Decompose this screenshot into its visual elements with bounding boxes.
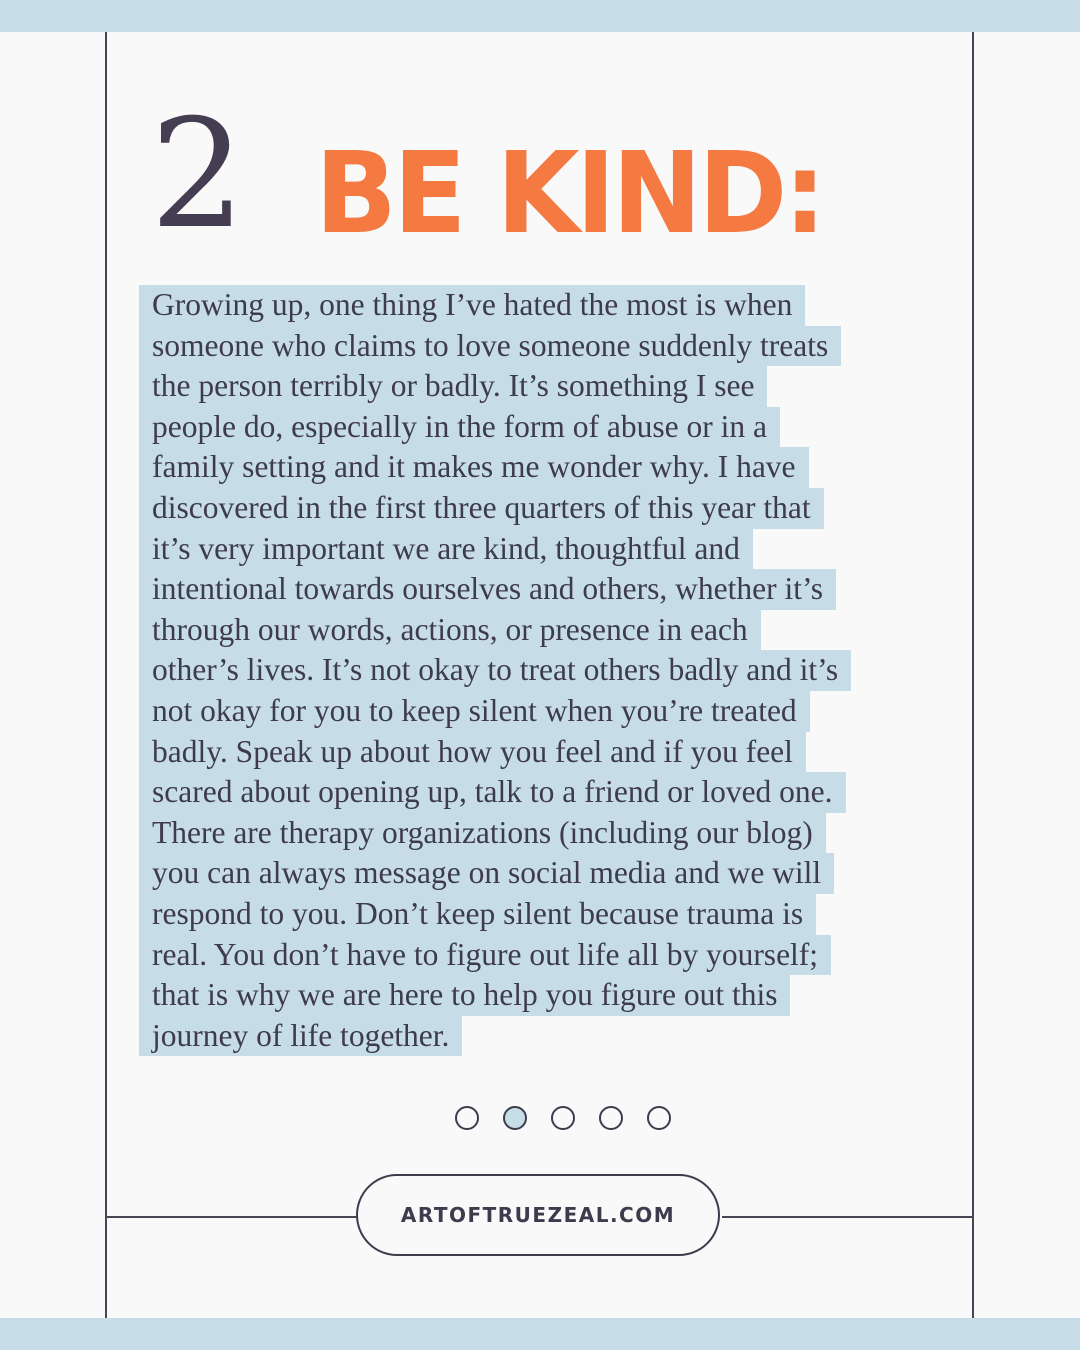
body-line <box>0 772 1080 813</box>
pagination-dot[interactable] <box>599 1106 623 1130</box>
body-line <box>0 285 1080 326</box>
body-line-text: discovered in the first three quarters of this year that <box>139 488 824 529</box>
body-line-text: the person terribly or badly. It’s something I see <box>139 366 767 407</box>
body-line <box>0 447 1080 488</box>
body-line <box>0 691 1080 732</box>
pagination-dot[interactable] <box>551 1106 575 1130</box>
body-line-text: journey of life together. <box>139 1016 462 1057</box>
body-line <box>0 407 1080 448</box>
body-line-text: family setting and it makes me wonder why. I have <box>139 447 809 488</box>
pagination-dots <box>455 1106 685 1130</box>
bottom-band <box>0 1318 1080 1350</box>
pagination-dot[interactable] <box>455 1106 479 1130</box>
top-band <box>0 0 1080 32</box>
pagination-dot[interactable] <box>647 1106 671 1130</box>
body-line-text: not okay for you to keep silent when you’re treated <box>139 691 810 732</box>
body-line <box>0 529 1080 570</box>
website-badge[interactable] <box>356 1174 720 1256</box>
body-line-text: respond to you. Don’t keep silent because trauma is <box>139 894 816 935</box>
body-line-text: scared about opening up, talk to a friend or loved one. <box>139 772 846 813</box>
body-line <box>0 610 1080 651</box>
body-line <box>0 894 1080 935</box>
body-line-text: other’s lives. It’s not okay to treat others badly and it’s <box>139 650 851 691</box>
body-line <box>0 975 1080 1016</box>
body-line <box>0 813 1080 854</box>
body-line-text: someone who claims to love someone suddenly treats <box>139 326 841 367</box>
website-link[interactable]: ARTOFTRUEZEAL.COM <box>400 1203 676 1227</box>
body-line-text: that is why we are here to help you figure out this <box>139 975 790 1016</box>
pagination-dot-active[interactable] <box>503 1106 527 1130</box>
footer-divider-left <box>105 1216 358 1218</box>
body-paragraph <box>0 285 1080 1056</box>
body-line <box>0 650 1080 691</box>
body-line <box>0 935 1080 976</box>
body-line-text: Growing up, one thing I’ve hated the most is when <box>139 285 805 326</box>
slide-number: 2 <box>150 88 246 262</box>
body-line <box>0 569 1080 610</box>
body-line-text: badly. Speak up about how you feel and if you feel <box>139 732 806 773</box>
body-line-text: through our words, actions, or presence in each <box>139 610 761 651</box>
body-line-text: intentional towards ourselves and others, whether it’s <box>139 569 836 610</box>
body-line-text: you can always message on social media and we will <box>139 853 834 894</box>
footer-divider-right <box>722 1216 974 1218</box>
body-line-text: real. You don’t have to figure out life all by yourself; <box>139 935 831 976</box>
body-line <box>0 1016 1080 1057</box>
body-line <box>0 732 1080 773</box>
body-line-text: it’s very important we are kind, thoughtful and <box>139 529 753 570</box>
body-line <box>0 326 1080 367</box>
slide-title: BE KIND: <box>315 129 823 259</box>
body-line-text: There are therapy organizations (including our blog) <box>139 813 826 854</box>
body-line <box>0 488 1080 529</box>
body-line-text: people do, especially in the form of abuse or in a <box>139 407 780 448</box>
body-line <box>0 853 1080 894</box>
body-line <box>0 366 1080 407</box>
